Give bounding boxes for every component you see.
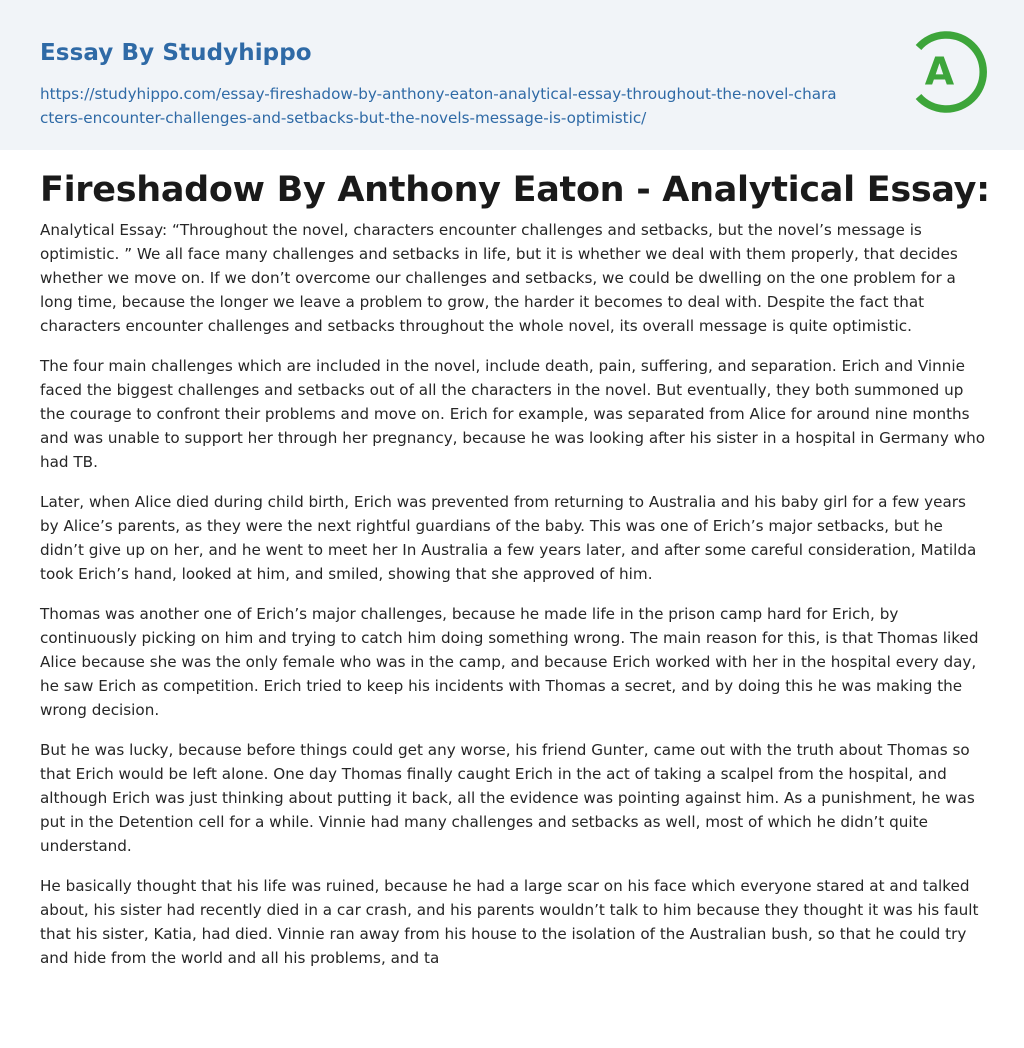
essay-paragraph-6: He basically thought that his life was ruined, because he had a large scar on his face which everyone stared at and talked about, his sister had recently died in a car crash, and his parents wouldn’t talk to him because they thought it was his fault that his sister, Katia, had died. Vinnie ran away from his house to the isolation of the Australian bush, so that he could try and hide from the world and all his problems, and ta xyxy=(40,877,979,967)
essay-paragraph-3: Later, when Alice died during child birth, Erich was prevented from returning to Australia and his baby girl for a few years by Alice’s parents, as they were the next rightful guardians of the baby. This was one of Erich’s major setbacks, but he didn’t give up on her, and he went to meet her In Australia a few years later, and after some careful consideration, Matilda took Erich’s hand, looked at him, and smiled, showing that she approved of him. xyxy=(40,493,977,583)
logo-letter: A xyxy=(924,49,955,94)
site-header xyxy=(0,0,1024,150)
site-name[interactable]: Essay By Studyhippo xyxy=(40,40,312,66)
studyhippo-logo[interactable] xyxy=(906,28,988,116)
essay-paragraph-4: Thomas was another one of Erich’s major challenges, because he made life in the prison camp hard for Erich, by continuously picking on him and trying to catch him doing something wrong. The main reason for this, is that Thomas liked Alice because she was the only female who was in the camp, and because Erich worked with her in the hospital every day, he saw Erich as competition. Erich tried to keep his incidents with Thomas a secret, and by doing this he was making the wrong decision. xyxy=(40,605,979,719)
source-url-link[interactable]: https://studyhippo.com/essay-fireshadow-by-anthony-eaton-analytical-essay-throughout-the-novel-characters-encounter-challenges-and-setbacks-but-the-novels-message-is-optimistic/ xyxy=(40,85,837,127)
essay-paragraph-2: The four main challenges which are included in the novel, include death, pain, suffering, and separation. Erich and Vinnie faced the biggest challenges and setbacks out of all the characters in the novel. But eventually, they both summoned up the courage to confront their problems and move on. Erich for example, was separated from Alice for around nine months and was unable to support her through her pregnancy, because he was looking after his sister in a hospital in Germany who had TB. xyxy=(40,357,986,471)
essay-title: Fireshadow By Anthony Eaton - Analytical Essay: xyxy=(40,170,990,210)
essay-paragraph-5: But he was lucky, because before things could get any worse, his friend Gunter, came out with the truth about Thomas so that Erich would be left alone. One day Thomas finally caught Erich in the act of taking a scalpel from the hospital, and although Erich was just thinking about putting it back, all the evidence was pointing against him. As a punishment, he was put in the Detention cell for a while. Vinnie had many challenges and setbacks as well, most of which he didn’t quite understand. xyxy=(40,741,975,855)
essay-paragraph-1: Analytical Essay: “Throughout the novel, characters encounter challenges and setbacks, but the novel’s message is optimistic. ” We all face many challenges and setbacks in life, but it is whether we deal with them properly, that decides whether we move on. If we don’t overcome our challenges and setbacks, we could be dwelling on the one problem for a long time, because the longer we leave a problem to grow, the harder it becomes to deal with. Despite the fact that characters encounter challenges and setbacks throughout the whole novel, its overall message is quite optimistic. xyxy=(40,221,958,335)
logo-a-icon xyxy=(906,28,988,116)
essay-content xyxy=(40,168,990,970)
